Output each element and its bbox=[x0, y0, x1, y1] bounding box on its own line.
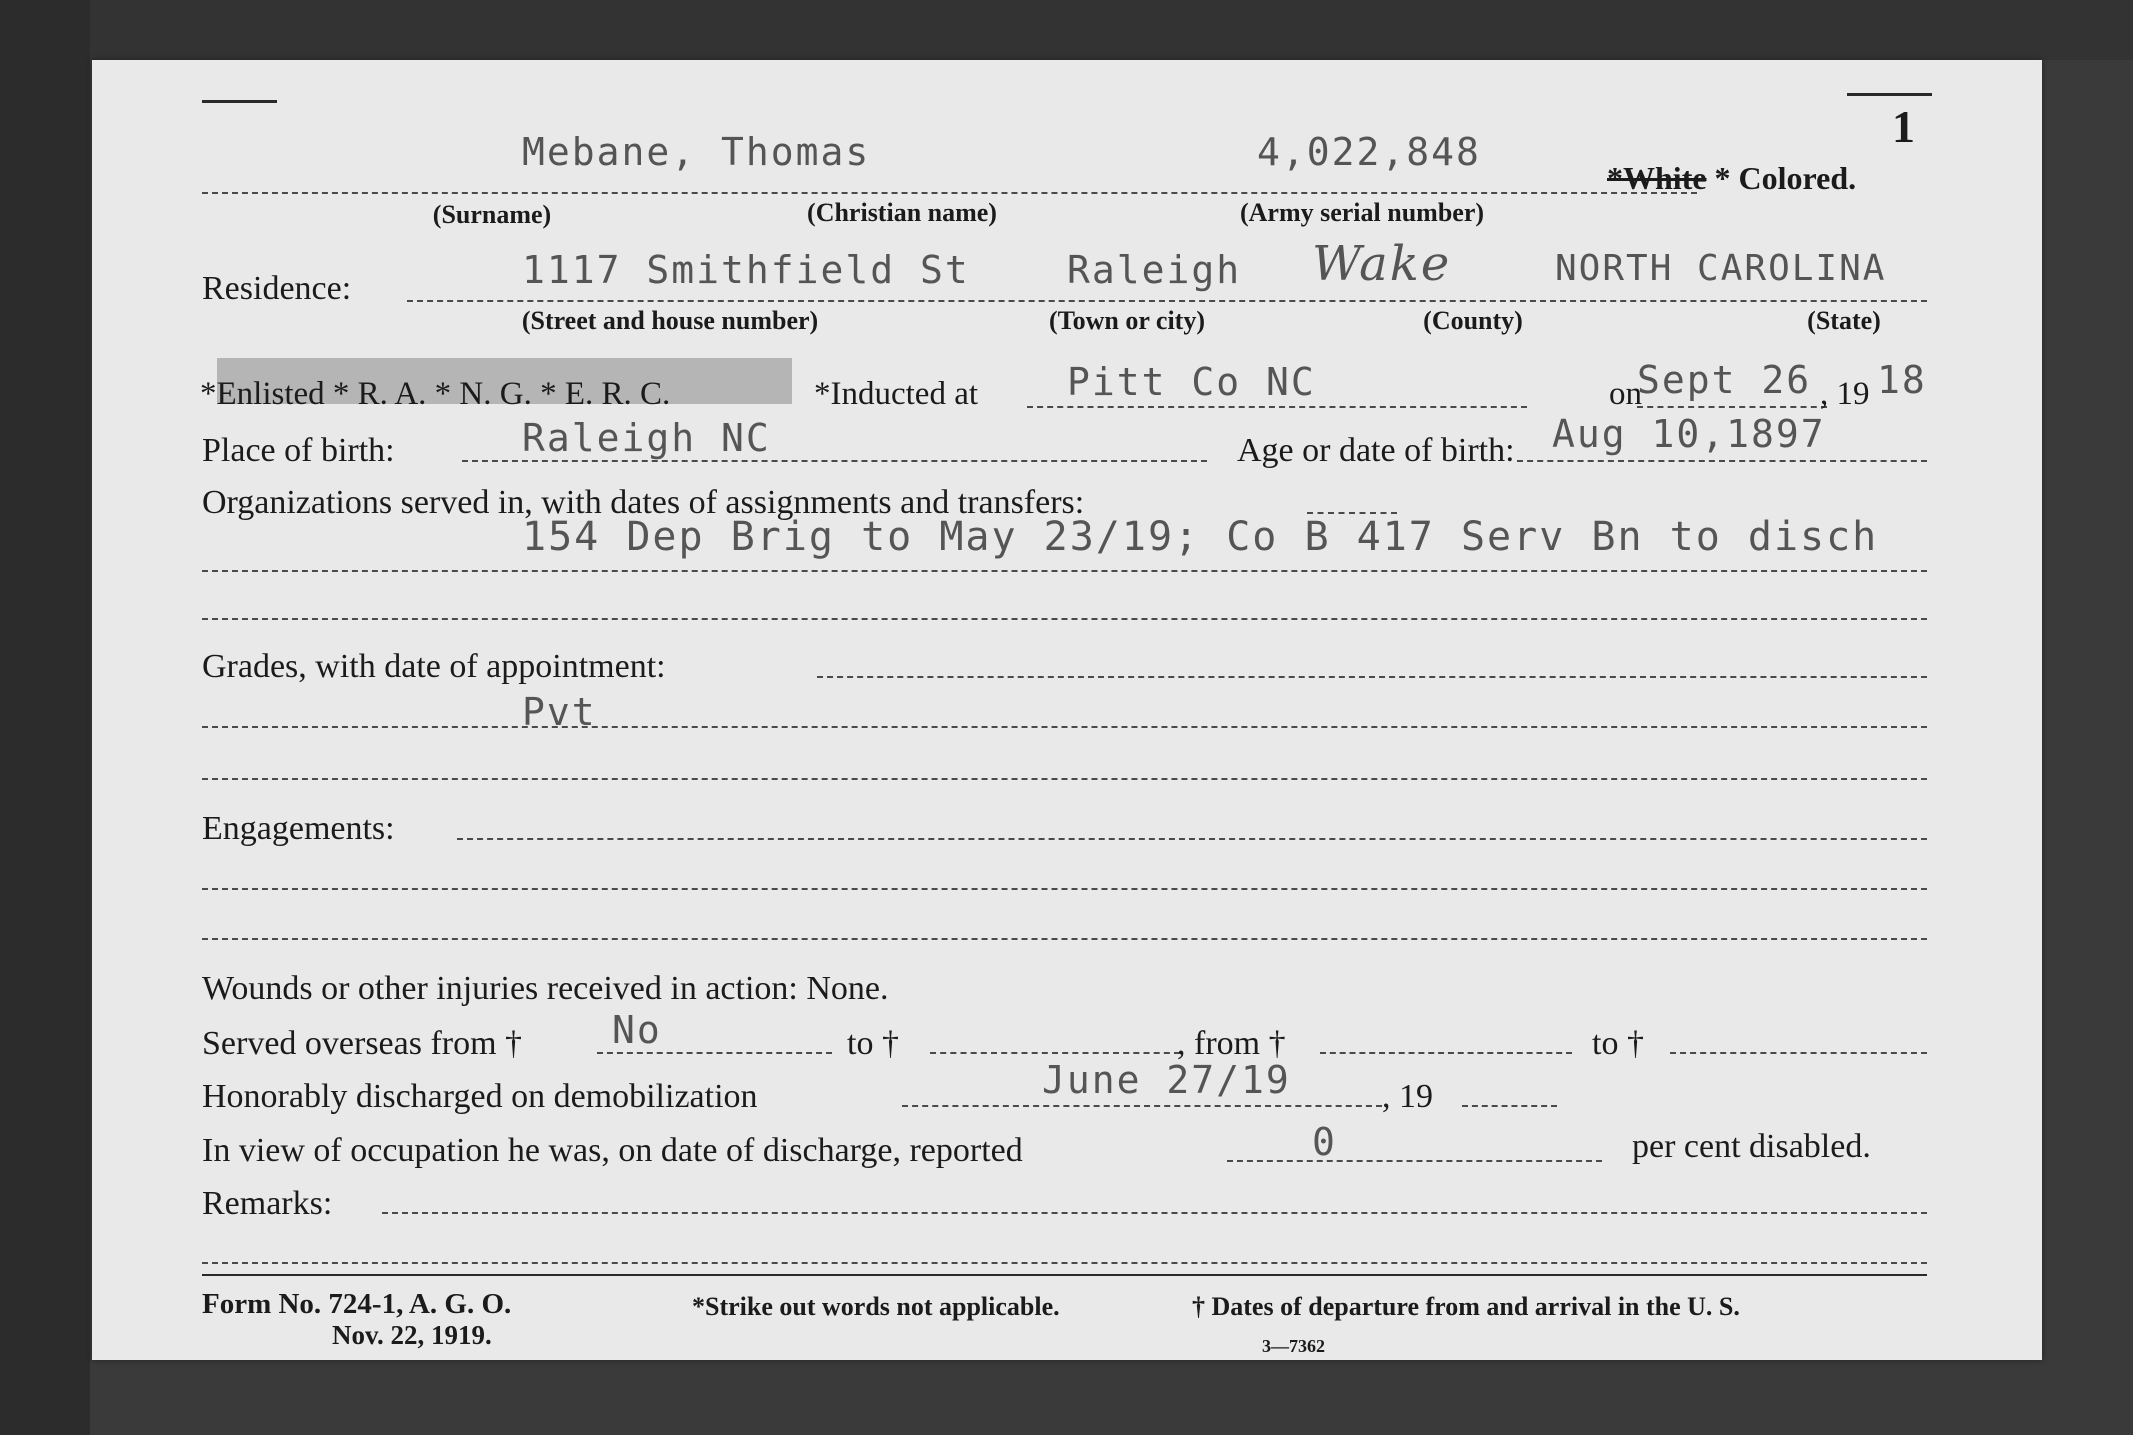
wounds-label: Wounds or other injuries received in action: None. bbox=[202, 970, 889, 1007]
service-record-card bbox=[92, 60, 2042, 1360]
engagements-line-3 bbox=[202, 938, 1927, 940]
engagements-label: Engagements: bbox=[202, 810, 395, 847]
county-value: Wake bbox=[1312, 236, 1452, 292]
discharge-line bbox=[902, 1105, 1382, 1107]
form-number: Form No. 724-1, A. G. O. bbox=[202, 1288, 512, 1320]
engagements-line-2 bbox=[202, 888, 1927, 890]
street-value: 1117 Smithfield St bbox=[522, 248, 970, 292]
residence-label: Residence: bbox=[202, 270, 352, 307]
grades-line-2 bbox=[202, 778, 1927, 780]
organizations-label: Organizations served in, with dates of assignments and transfers: bbox=[202, 484, 1085, 521]
caption-town: (Town or city) bbox=[1049, 306, 1205, 335]
age-label: Age or date of birth: bbox=[1237, 432, 1515, 469]
corner-rule bbox=[202, 100, 277, 103]
remarks-label: Remarks: bbox=[202, 1185, 333, 1222]
disability-suffix: per cent disabled. bbox=[1632, 1128, 1871, 1165]
serial-number-value: 4,022,848 bbox=[1257, 130, 1481, 174]
inducted-line bbox=[1027, 406, 1527, 408]
state-value: NORTH CAROLINA bbox=[1555, 248, 1887, 289]
birth-date-line bbox=[1517, 460, 1927, 462]
strike-note: *Strike out words not applicable. bbox=[692, 1292, 1060, 1321]
on-label: on bbox=[1609, 376, 1642, 412]
overseas-from-line-2 bbox=[1320, 1052, 1572, 1054]
induction-date-line bbox=[1637, 406, 1827, 408]
birthplace-label: Place of birth: bbox=[202, 432, 395, 469]
disability-line bbox=[1227, 1160, 1602, 1162]
organizations-line-2 bbox=[202, 618, 1927, 620]
inducted-label: *Inducted at bbox=[814, 376, 979, 412]
remarks-line-1 bbox=[382, 1212, 1927, 1214]
caption-street: (Street and house number) bbox=[521, 306, 819, 335]
caption-state: (State) bbox=[1807, 306, 1881, 335]
overseas-from-line bbox=[597, 1052, 832, 1054]
form-date: Nov. 22, 1919. bbox=[332, 1320, 492, 1350]
discharge-label: Honorably discharged on demobilization bbox=[202, 1078, 758, 1115]
organizations-value: 154 Dep Brig to May 23/19; Co B 417 Serv Bn to disch bbox=[522, 514, 1879, 560]
overseas-to-line-2 bbox=[1670, 1052, 1927, 1054]
caption-surname: (Surname) bbox=[432, 200, 552, 229]
enlistment-options: *Enlisted * R. A. * N. G. * E. R. C. bbox=[200, 376, 671, 412]
print-code: 3—7362 bbox=[1262, 1336, 1325, 1356]
name-line bbox=[202, 192, 1697, 194]
inducted-at-value: Pitt Co NC bbox=[1067, 360, 1316, 404]
engagements-line-1 bbox=[457, 838, 1927, 840]
scan-background-top bbox=[0, 0, 2133, 60]
induction-date-value: Sept 26 bbox=[1637, 358, 1812, 402]
year-prefix: , 19 bbox=[1820, 376, 1870, 412]
grade-value: Pvt bbox=[522, 690, 597, 734]
caption-county: (County) bbox=[1423, 306, 1523, 335]
induction-year-value: 18 bbox=[1877, 358, 1927, 402]
discharge-year-line bbox=[1462, 1105, 1557, 1107]
birth-date-value: Aug 10,1897 bbox=[1552, 412, 1826, 456]
discharge-year-label: , 19 bbox=[1382, 1078, 1433, 1115]
scan-background-left bbox=[0, 0, 90, 1435]
birthplace-line bbox=[462, 460, 1207, 462]
town-value: Raleigh bbox=[1067, 248, 1242, 292]
footer-rule bbox=[202, 1274, 1927, 1276]
residence-line bbox=[407, 300, 1927, 302]
overseas-to-label-2: to † bbox=[1592, 1025, 1644, 1062]
grades-line-1 bbox=[202, 726, 1927, 728]
surname-value: Mebane, Thomas bbox=[522, 130, 871, 174]
disability-label: In view of occupation he was, on date of discharge, reported bbox=[202, 1132, 1023, 1169]
organizations-line-1 bbox=[202, 570, 1927, 572]
dates-note: † Dates of departure from and arrival in the U. S. bbox=[1192, 1292, 1740, 1321]
disability-value: 0 bbox=[1312, 1120, 1337, 1164]
race-white-struck: *White bbox=[1607, 160, 1707, 196]
discharge-date-value: June 27/19 bbox=[1042, 1058, 1291, 1102]
caption-christian-name: (Christian name) bbox=[807, 198, 997, 227]
card-number-rule bbox=[1847, 93, 1932, 96]
grades-label: Grades, with date of appointment: bbox=[202, 648, 666, 685]
grades-label-line bbox=[817, 676, 1927, 678]
overseas-to-label: to † bbox=[847, 1025, 899, 1062]
overseas-to-line bbox=[930, 1052, 1180, 1054]
birthplace-value: Raleigh NC bbox=[522, 416, 771, 460]
card-number: 1 bbox=[1892, 101, 1915, 152]
caption-serial-number: (Army serial number) bbox=[1239, 198, 1485, 227]
race-colored: * Colored. bbox=[1714, 160, 1857, 196]
overseas-from-label: , from † bbox=[1177, 1025, 1286, 1062]
overseas-label: Served overseas from † bbox=[202, 1025, 523, 1062]
overseas-value: No bbox=[612, 1008, 662, 1052]
remarks-line-2 bbox=[202, 1262, 1927, 1264]
